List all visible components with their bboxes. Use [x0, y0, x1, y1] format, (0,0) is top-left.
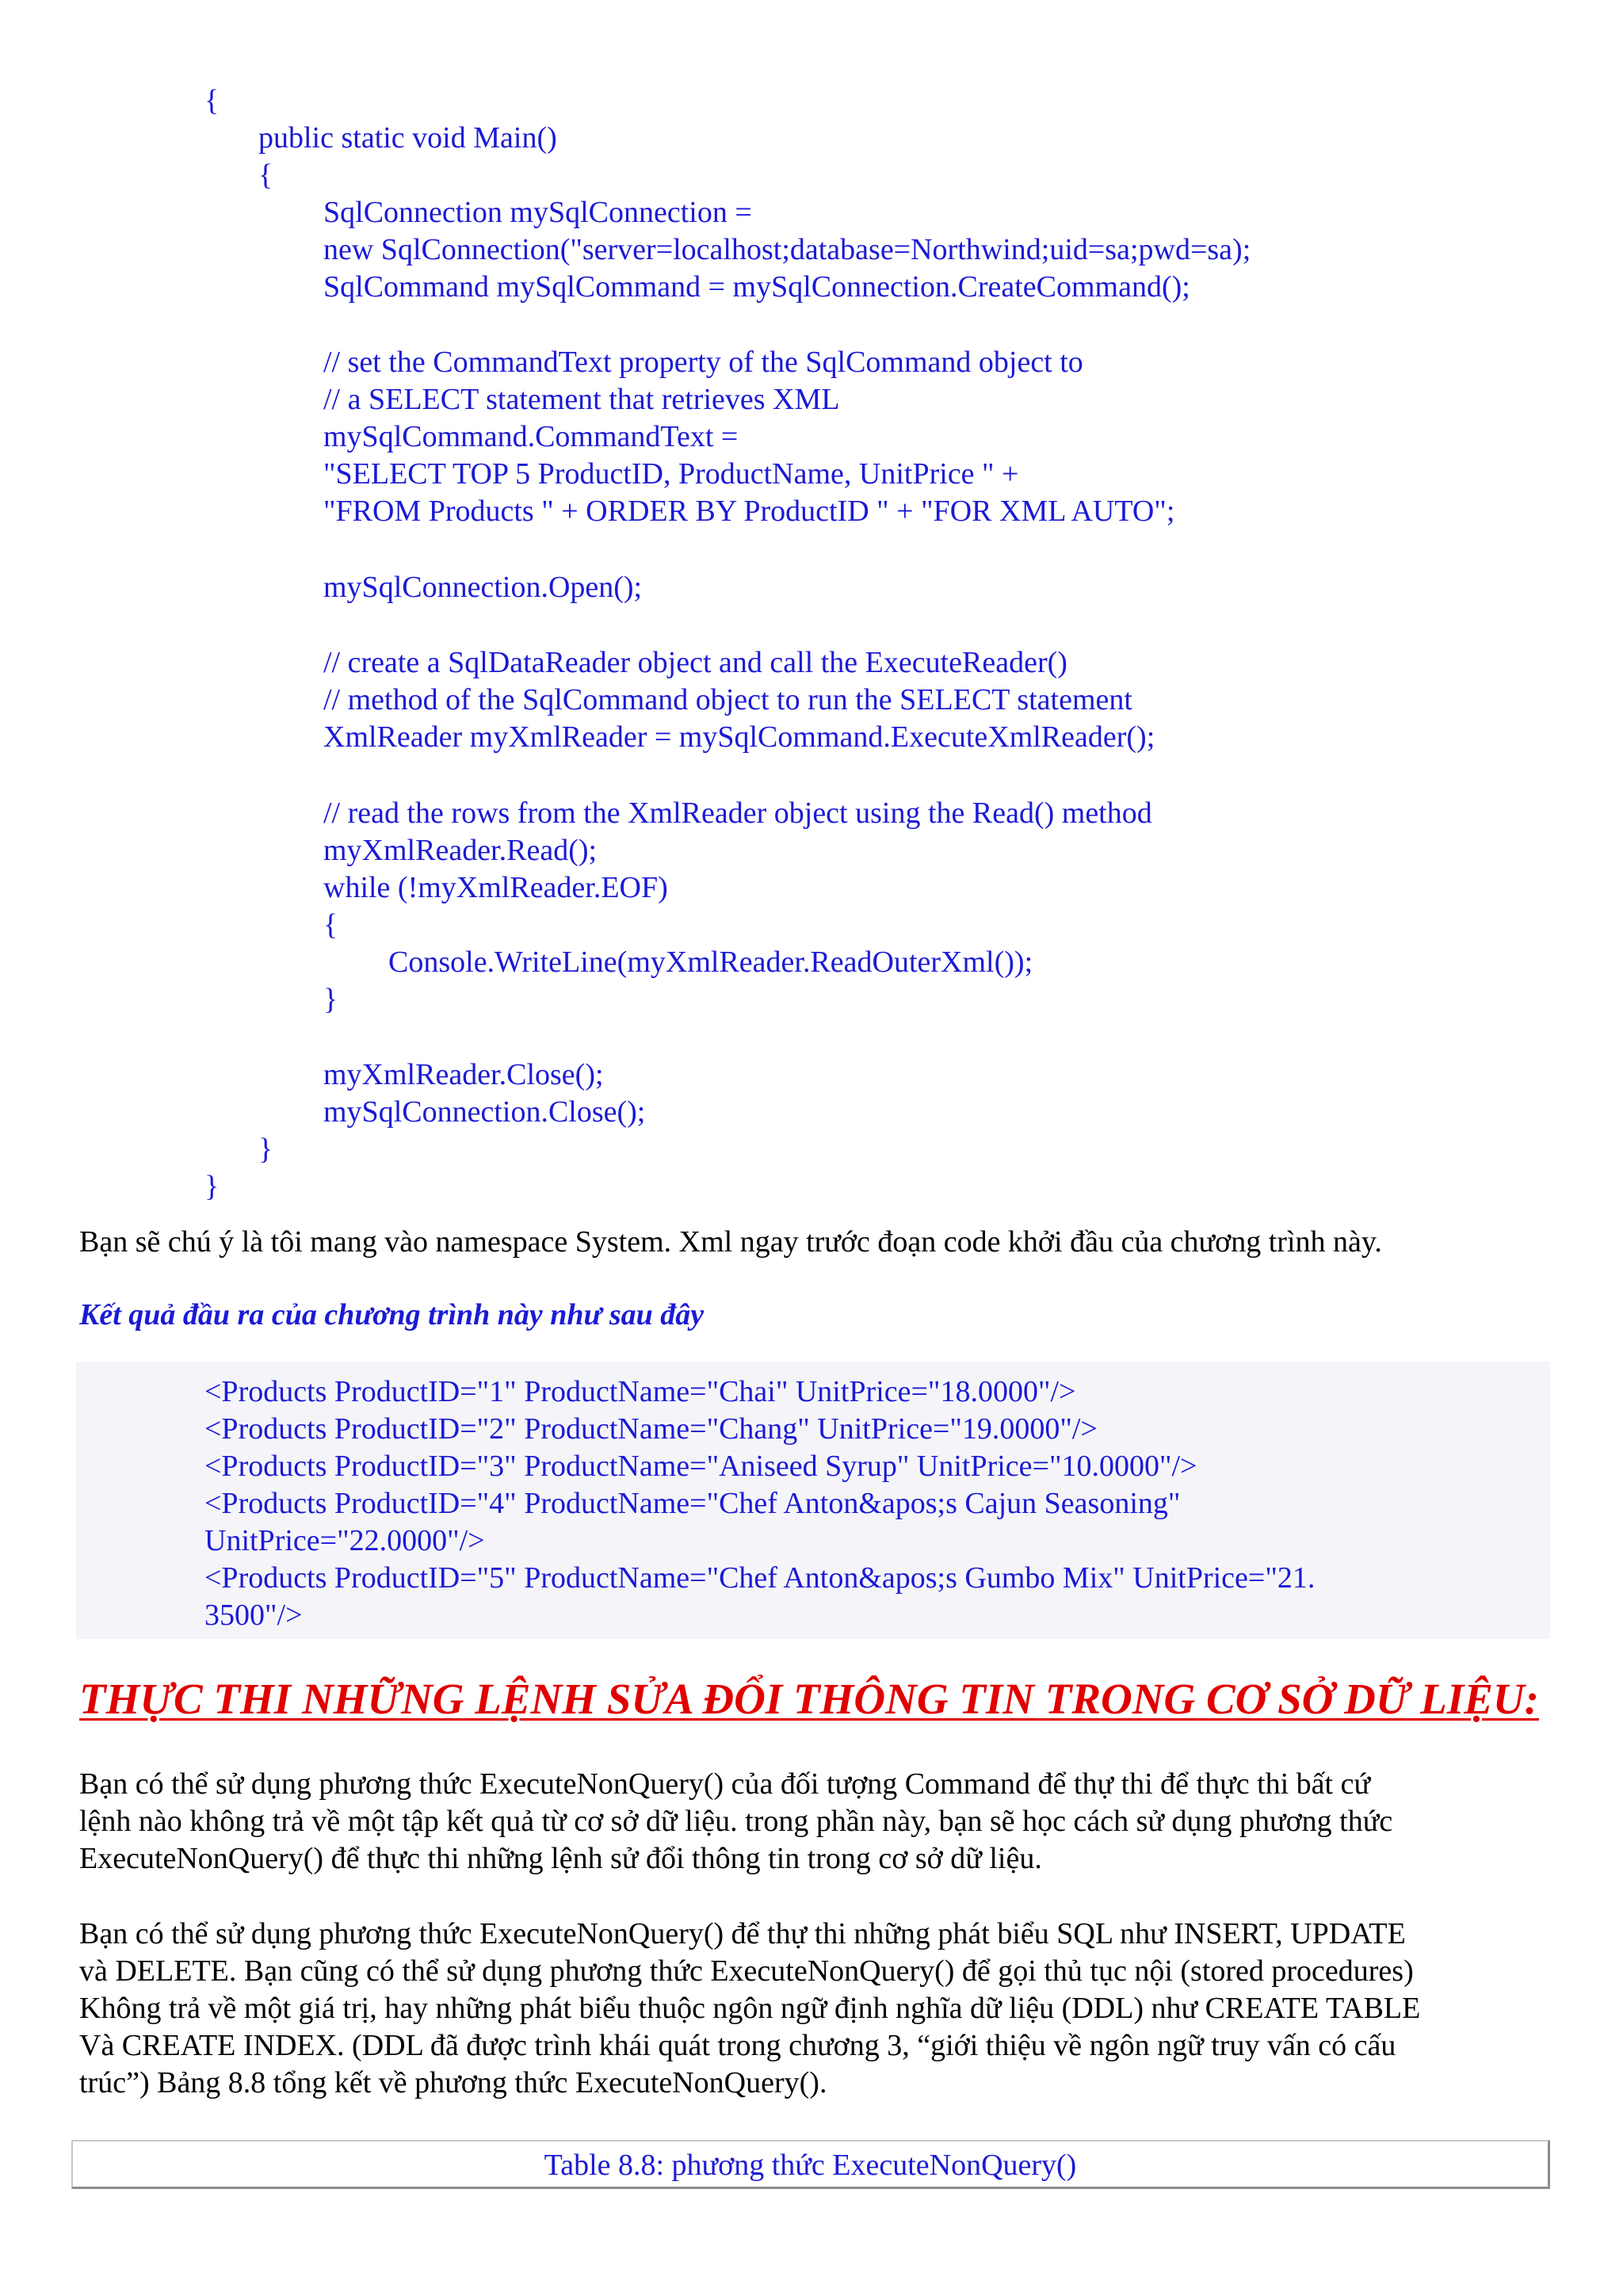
table-caption: Table 8.8: phương thức ExecuteNonQuery(): [544, 2149, 1077, 2182]
section-title: THỰC THI NHỮNG LỆNH SỬA ĐỔI THÔNG TIN TRONG CƠ SỞ DỮ LIỆU:: [79, 1675, 1539, 1723]
code-line: SqlConnection mySqlConnection =: [323, 196, 752, 229]
code-line: myXmlReader.Close();: [323, 1058, 604, 1091]
paragraph-line: ExecuteNonQuery() để thực thi những lệnh sử đổi thông tin trong cơ sở dữ liệu.: [79, 1842, 1042, 1875]
output-line: <Products ProductID="1" ProductName="Chai" UnitPrice="18.0000"/>: [204, 1375, 1076, 1408]
output-line: UnitPrice="22.0000"/>: [204, 1524, 485, 1557]
code-line: XmlReader myXmlReader = mySqlCommand.ExecuteXmlReader();: [323, 720, 1155, 754]
code-line: }: [204, 1170, 220, 1203]
code-line: while (!myXmlReader.EOF): [323, 871, 668, 904]
output-line: <Products ProductID="2" ProductName="Chang" UnitPrice="19.0000"/>: [204, 1412, 1098, 1446]
code-line: {: [258, 159, 273, 192]
code-line: Console.WriteLine(myXmlReader.ReadOuterXml());: [388, 946, 1033, 979]
output-line: <Products ProductID="5" ProductName="Chef Anton&apos;s Gumbo Mix" UnitPrice="21.: [204, 1561, 1316, 1595]
code-line: }: [323, 983, 338, 1016]
code-line: "FROM Products " + ORDER BY ProductID " + "FOR XML AUTO";: [323, 495, 1175, 528]
output-line: <Products ProductID="4" ProductName="Chef Anton&apos;s Cajun Seasoning": [204, 1487, 1181, 1520]
table-caption-box: [71, 2140, 1550, 2189]
paragraph-line: Không trả về một giá trị, hay những phát biểu thuộc ngôn ngữ định nghĩa dữ liệu (DDL) như CREATE TABLE: [79, 1992, 1421, 2025]
paragraph-line: trúc”) Bảng 8.8 tổng kết về phương thức ExecuteNonQuery().: [79, 2066, 827, 2099]
code-line: {: [204, 84, 220, 117]
paragraph-line: và DELETE. Bạn cũng có thể sử dụng phương thức ExecuteNonQuery() để gọi thủ tục nội (stored procedures): [79, 1954, 1414, 1988]
output-line: <Products ProductID="3" ProductName="Aniseed Syrup" UnitPrice="10.0000"/>: [204, 1450, 1197, 1483]
code-comment: // method of the SqlCommand object to run the SELECT statement: [323, 683, 1132, 716]
code-comment: // read the rows from the XmlReader object using the Read() method: [323, 797, 1152, 830]
code-comment: // set the CommandText property of the SqlCommand object to: [323, 346, 1083, 379]
paragraph-line: Và CREATE INDEX. (DDL đã được trình khái quát trong chương 3, “giới thiệu về ngôn ngữ truy vấn có cấu: [79, 2029, 1396, 2062]
code-comment: // create a SqlDataReader object and call the ExecuteReader(): [323, 646, 1067, 679]
code-line: new SqlConnection("server=localhost;database=Northwind;uid=sa;pwd=sa);: [323, 233, 1251, 266]
code-line: }: [258, 1133, 273, 1166]
paragraph-line: lệnh nào không trả về một tập kết quả từ cơ sở dữ liệu. trong phần này, bạn sẽ học cách sử dụng phương thức: [79, 1805, 1393, 1838]
code-line: myXmlReader.Read();: [323, 834, 598, 867]
output-line: 3500"/>: [204, 1599, 303, 1632]
code-line: {: [323, 908, 338, 942]
note-paragraph: Bạn sẽ chú ý là tôi mang vào namespace System. Xml ngay trước đoạn code khởi đầu của chương trình này.: [79, 1225, 1382, 1259]
code-line: public static void Main(): [258, 121, 557, 155]
code-comment: // a SELECT statement that retrieves XML: [323, 383, 840, 416]
paragraph-line: Bạn có thể sử dụng phương thức ExecuteNonQuery() để thự thi những phát biểu SQL như INSERT, UPDATE: [79, 1917, 1406, 1950]
code-line: mySqlConnection.Open();: [323, 571, 643, 604]
output-heading: Kết quả đầu ra của chương trình này như sau đây: [79, 1298, 705, 1331]
code-line: "SELECT TOP 5 ProductID, ProductName, UnitPrice " +: [323, 457, 1019, 491]
code-line: mySqlCommand.CommandText =: [323, 420, 739, 453]
paragraph-line: Bạn có thể sử dụng phương thức ExecuteNonQuery() của đối tượng Command để thự thi để thực thi bất cứ: [79, 1767, 1371, 1801]
code-line: SqlCommand mySqlCommand = mySqlConnection.CreateCommand();: [323, 270, 1190, 304]
code-line: mySqlConnection.Close();: [323, 1095, 646, 1129]
